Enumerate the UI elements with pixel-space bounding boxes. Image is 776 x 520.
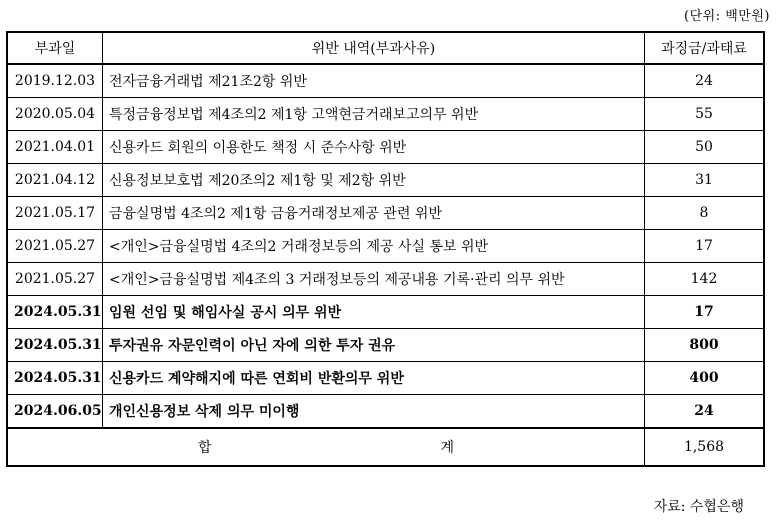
total-amount: 1,568 bbox=[645, 428, 765, 466]
table-row bbox=[7, 329, 764, 362]
total-row bbox=[7, 428, 764, 466]
row-date: 2024.06.05 bbox=[7, 395, 103, 429]
row-description: 투자권유 자문인력이 아닌 자에 의한 투자 권유 bbox=[103, 329, 645, 362]
table-row bbox=[7, 362, 764, 395]
table-row bbox=[7, 395, 764, 429]
row-description: 신용카드 계약해지에 따른 연회비 반환의무 위반 bbox=[103, 362, 645, 395]
header-description: 위반 내역(부과사유) bbox=[103, 32, 645, 64]
row-date: 2021.05.17 bbox=[7, 197, 103, 230]
table-row bbox=[7, 230, 764, 263]
row-date: 2021.05.27 bbox=[7, 263, 103, 296]
row-description: <개인>금융실명법 4조의2 거래정보등의 제공 사실 통보 위반 bbox=[103, 230, 645, 263]
row-date: 2019.12.03 bbox=[7, 64, 103, 98]
header-amount: 과징금/과태료 bbox=[645, 32, 765, 64]
penalty-table bbox=[6, 31, 765, 467]
unit-label: (단위: 백만원) bbox=[684, 9, 770, 24]
table-row bbox=[7, 164, 764, 197]
row-date: 2021.04.12 bbox=[7, 164, 103, 197]
row-amount: 142 bbox=[645, 263, 765, 296]
row-amount: 24 bbox=[645, 395, 765, 429]
row-description: 특정금융정보법 제4조의2 제1항 고액현금거래보고의무 위반 bbox=[103, 98, 645, 131]
row-date: 2021.04.01 bbox=[7, 131, 103, 164]
total-label-1: 합 bbox=[198, 440, 212, 456]
row-amount: 800 bbox=[645, 329, 765, 362]
row-amount: 24 bbox=[645, 64, 765, 98]
total-label bbox=[7, 428, 645, 466]
row-amount: 17 bbox=[645, 296, 765, 329]
row-description: 신용카드 회원의 이용한도 책정 시 준수사항 위반 bbox=[103, 131, 645, 164]
header-date: 부과일 bbox=[7, 32, 103, 64]
row-description: 개인신용정보 삭제 의무 미이행 bbox=[103, 395, 645, 429]
row-date: 2024.05.31 bbox=[7, 362, 103, 395]
row-description: <개인>금융실명법 제4조의 3 거래정보등의 제공내용 기록·관리 의무 위반 bbox=[103, 263, 645, 296]
row-date: 2024.05.31 bbox=[7, 296, 103, 329]
row-date: 2024.05.31 bbox=[7, 329, 103, 362]
row-description: 금융실명법 4조의2 제1항 금융거래정보제공 관련 위반 bbox=[103, 197, 645, 230]
row-amount: 50 bbox=[645, 131, 765, 164]
table-header-row bbox=[7, 32, 764, 64]
row-amount: 17 bbox=[645, 230, 765, 263]
table-row bbox=[7, 197, 764, 230]
row-amount: 55 bbox=[645, 98, 765, 131]
row-amount: 31 bbox=[645, 164, 765, 197]
table-row bbox=[7, 296, 764, 329]
total-label-2: 계 bbox=[440, 440, 454, 456]
table-row bbox=[7, 131, 764, 164]
row-description: 전자금융거래법 제21조2항 위반 bbox=[103, 64, 645, 98]
table-row bbox=[7, 263, 764, 296]
source-note: 자료: 수협은행 bbox=[653, 499, 744, 515]
row-date: 2021.05.27 bbox=[7, 230, 103, 263]
table-row bbox=[7, 64, 764, 98]
row-amount: 8 bbox=[645, 197, 765, 230]
row-amount: 400 bbox=[645, 362, 765, 395]
row-date: 2020.05.04 bbox=[7, 98, 103, 131]
row-description: 신용정보보호법 제20조의2 제1항 및 제2항 위반 bbox=[103, 164, 645, 197]
table-row bbox=[7, 98, 764, 131]
row-description: 임원 선임 및 해임사실 공시 의무 위반 bbox=[103, 296, 645, 329]
